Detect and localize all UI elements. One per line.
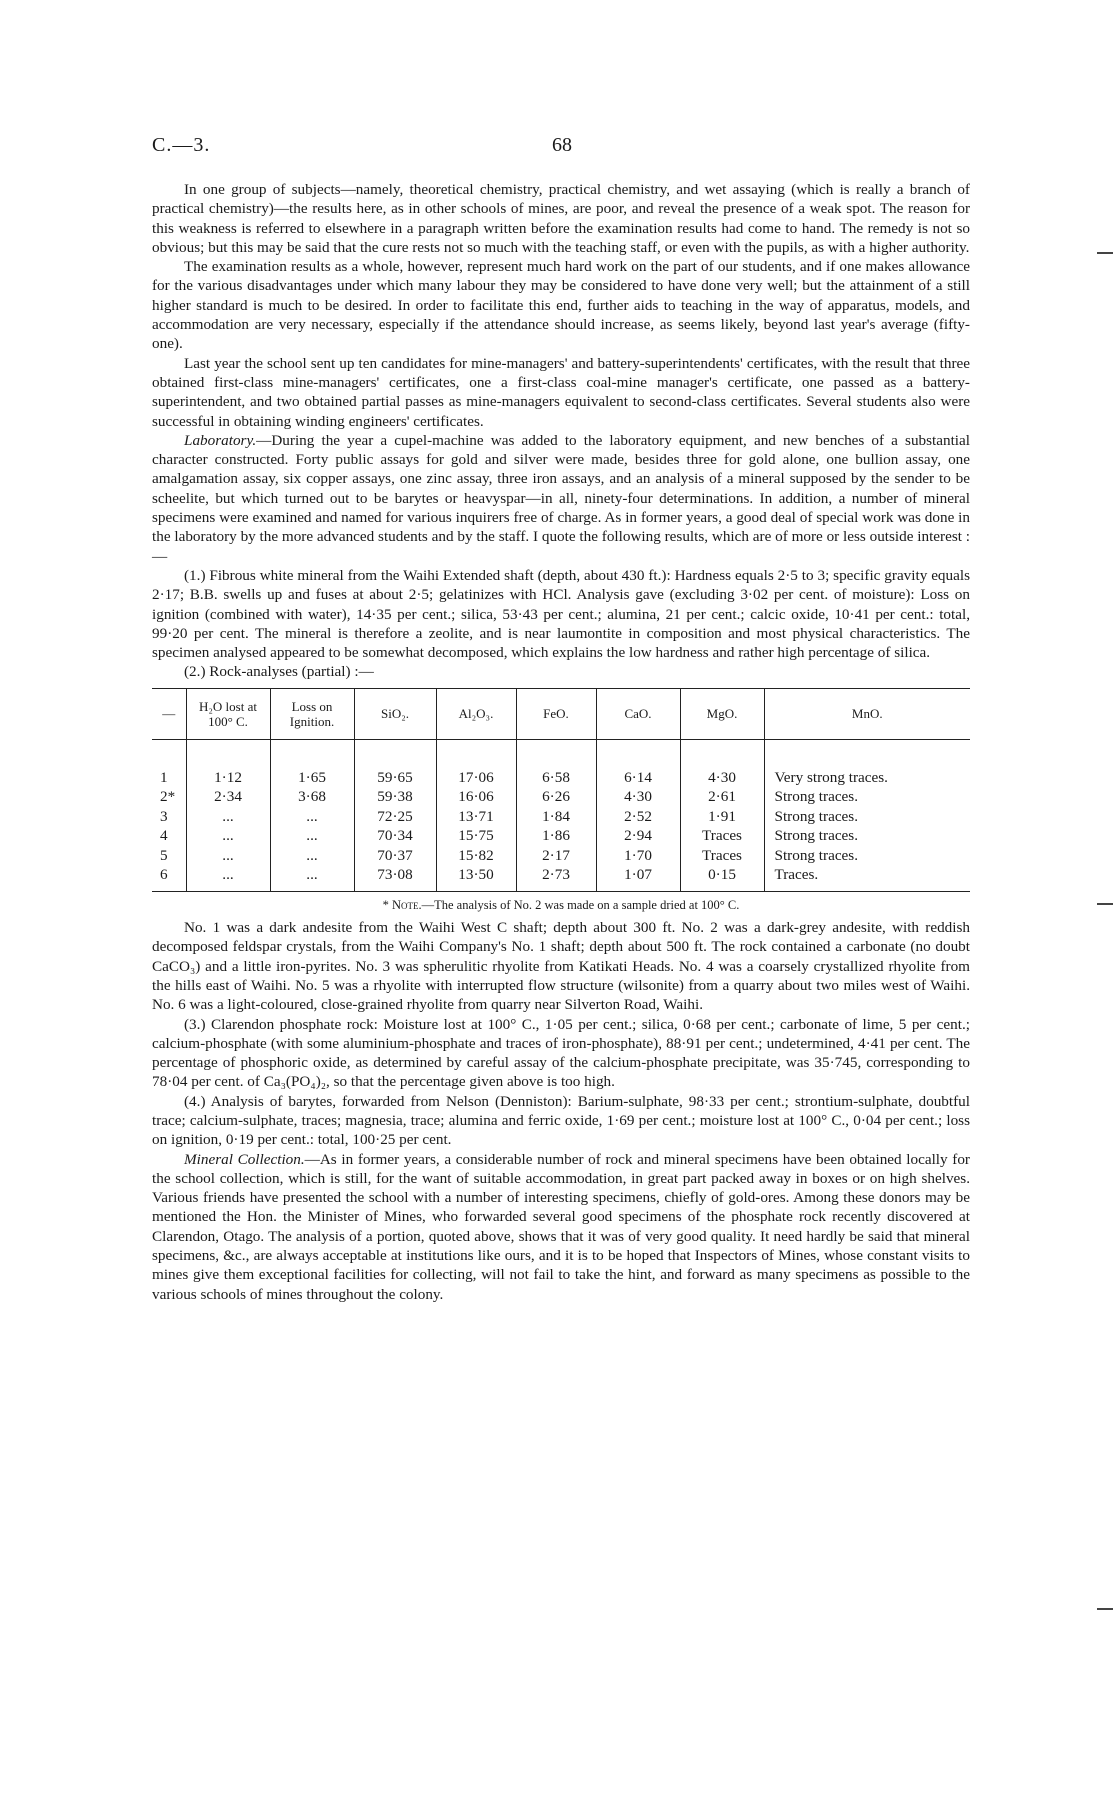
table-cell: 17·06 [436, 768, 516, 788]
paragraph: No. 1 was a dark andesite from the Waihi West C shaft; depth about 300 ft. No. 2 was a dark-grey andesite, with reddish decomposed feldspar crystals, from the Waihi Company's No. 1 shaft; depth about 500 ft. The rock contained a carbonate (no doubt CaCO₃) and a little iron-pyrites. No. 3 was spherulitic rhyolite from Katikati Heads. No. 4 was a coarsely crystallized rhyolite from the hills east of Waihi. No. 5 was a rhyolite with interrupted flow structure (wilsonite) from a quarry about two miles west of Waihi. No. 6 was a light-coloured, close-grained rhyolite from quarry near Silverton Road, Waihi. [152, 919, 970, 1014]
section-heading: Laboratory. [184, 431, 257, 449]
table-row [152, 787, 970, 807]
table-cell: 59·38 [354, 787, 436, 807]
table-row [152, 826, 970, 846]
table-cell: 2·52 [596, 807, 680, 827]
table-cell: ... [186, 807, 270, 827]
table-header: CaO. [596, 688, 680, 739]
table-cell: ... [186, 826, 270, 846]
table-header: MgO. [680, 688, 764, 739]
table-cell: 59·65 [354, 768, 436, 788]
table-row [152, 768, 970, 788]
table-cell: 15·82 [436, 846, 516, 866]
table-cell: Traces [680, 846, 764, 866]
table-cell: 1 [160, 768, 168, 786]
paragraph [152, 1150, 970, 1304]
table-cell: ... [270, 846, 354, 866]
table-cell: 2·94 [596, 826, 680, 846]
table-header: FeO. [516, 688, 596, 739]
table-cell: 3·68 [270, 787, 354, 807]
table-header: MnO. [764, 688, 970, 739]
paragraph: In one group of subjects—namely, theoretical chemistry, practical chemistry, and wet assaying (which is really a branch of practical chemistry)—the results here, as in other schools of mines, are poor, and reveal the presence of a weak spot. The reason for this weakness is referred to elsewhere in a paragraph written before the examination results had come to hand. The remedy is not so obvious; but this may be said that the cure rests not so much with the teaching staff, or even with the pupils, as with a higher authority. [152, 181, 970, 256]
table-cell: 6 [152, 865, 186, 891]
margin-mark [1097, 1608, 1113, 1610]
page-number: 68 [552, 134, 572, 156]
table-cell: 4·30 [596, 787, 680, 807]
table-cell: 70·34 [354, 826, 436, 846]
paragraph: (3.) Clarendon phosphate rock: Moisture lost at 100° C., 1·05 per cent.; silica, 0·68 per cent.; carbonate of lime, 5 per cent.; calcium-phosphate (with some aluminium-phosphate and traces of iron-phosphate), 88·91 per cent.; undetermined, 4·41 per cent. The percentage of phosphoric oxide, as determined by careful assay of the calcium-phosphate precipitate, was 35·745, corresponding to 78·04 per cent. of Ca₃(PO₄)₂, so that the percentage given above is too high. [152, 1015, 970, 1091]
table-cell: 2·73 [516, 865, 596, 891]
table-cell: 6·14 [596, 768, 680, 788]
table-cell: Strong traces. [764, 807, 970, 827]
table-cell: 2* [160, 788, 176, 806]
table-cell: 1·91 [680, 807, 764, 827]
table-cell: Very strong traces. [764, 768, 970, 788]
table-cell: 15·75 [436, 826, 516, 846]
series-code: C.—3. [152, 134, 211, 156]
table-cell: 0·15 [680, 865, 764, 891]
table-cell: ... [270, 865, 354, 891]
table-cell: 73·08 [354, 865, 436, 891]
table-cell: 1·70 [596, 846, 680, 866]
footnote-text: —The analysis of No. 2 was made on a sample dried at 100° C. [421, 897, 740, 912]
footnote-label: * Note. [382, 897, 422, 912]
table-cell: 13·50 [436, 865, 516, 891]
table-header-row [152, 688, 970, 739]
margin-mark [1097, 903, 1113, 905]
paragraph: (4.) Analysis of barytes, forwarded from Nelson (Denniston): Barium-sulphate, 98·33 per cent.; strontium-sulphate, doubtful trace; calcium-sulphate, traces; magnesia, trace; alumina and ferric oxide, 1·69 per cent.; moisture lost at 100° C., 0·04 per cent.; loss on ignition, 0·19 per cent.: total, 100·25 per cent. [152, 1092, 970, 1149]
table-header: — [152, 688, 186, 739]
table-cell: Strong traces. [764, 787, 970, 807]
table-header: Al₂O₃. [436, 688, 516, 739]
table-header: Loss on Ignition. [270, 688, 354, 739]
table-cell: 3 [160, 807, 168, 825]
paragraph-text: —As in former years, a considerable number of rock and mineral specimens have been obtained locally for the school collection, which is still, for the want of suitable accommodation, in great part packed away in boxes or on high shelves. Various friends have presented the school with a number of interesting specimens, chiefly of gold-ores. Among these donors may be mentioned the Hon. the Minister of Mines, who forwarded several good specimens of the phosphate rock recently discovered at Clarendon, Otago. The analysis of a portion, quoted above, shows that it was of very good quality. It need hardly be said that mineral specimens, &c., are always acceptable at institutions like ours, and it is to be hoped that Inspectors of Mines, whose constant visits to mines give them exceptional facilities for collecting, will not fail to take the hint, and forward as many specimens as possible to the various schools of mines throughout the colony. [152, 1150, 970, 1303]
table-row [152, 865, 970, 891]
table-header: SiO₂. [354, 688, 436, 739]
paragraph [152, 431, 970, 566]
table-cell: Traces. [764, 865, 970, 891]
paragraph: (1.) Fibrous white mineral from the Waihi Extended shaft (depth, about 430 ft.): Hardness equals 2·5 to 3; specific gravity equals 2·17; B.B. swells up and fuses at about 2·5; gelatinizes with HCl. Analysis gave (excluding 3·02 per cent. of moisture): Loss on ignition (combined with water), 14·35 per cent.; silica, 53·43 per cent.; alumina, 21 per cent.; calcic oxide, 10·41 per cent.: total, 99·20 per cent. The mineral is therefore a zeolite, and is near laumontite in composition and most physical characteristics. The specimen analysed appeared to be somewhat decomposed, which explains the low hardness and rather high percentage of silica. [152, 566, 970, 662]
table-cell: ... [270, 807, 354, 827]
table-cell: Strong traces. [764, 846, 970, 866]
table-cell: 1·65 [270, 768, 354, 788]
table-row [152, 846, 970, 866]
table-cell: ... [186, 846, 270, 866]
table-row [152, 807, 970, 827]
paragraph-text: —During the year a cupel-machine was added to the laboratory equipment, and new benches of a substantial character constructed. Forty public assays for gold and silver were made, besides three for gold alone, one bullion assay, one amalgamation assay, six copper assays, one zinc assay, three iron assays, and an analysis of a mineral supposed by the sender to be scheelite, but which turned out to be barytes or heavyspar—in all, ninety-four determinations. In addition, a number of mineral specimens were examined and named for various inquirers free of charge. As in former years, a good deal of special work was done in the laboratory by the more advanced students and by the staff. I quote the following results, which are of more or less outside interest :— [152, 431, 970, 565]
paragraph: Last year the school sent up ten candidates for mine-managers' and battery-superintendents' certificates, with the result that three obtained first-class mine-managers' certificates, one a first-class coal-mine manager's certificate, one passed as a battery-superintendent, and two obtained partial passes as mine-managers equivalent to second-class certificates. Several students also were successful in obtaining winding engineers' certificates. [152, 354, 970, 430]
table-cell: 1·07 [596, 865, 680, 891]
paragraph: (2.) Rock-analyses (partial) :— [184, 663, 374, 681]
table-cell: 1·84 [516, 807, 596, 827]
table-cell: 1·86 [516, 826, 596, 846]
table-cell: 4 [160, 827, 168, 845]
table-cell: 4·30 [680, 768, 764, 788]
table-cell: 2·61 [680, 787, 764, 807]
table-cell: 70·37 [354, 846, 436, 866]
table-header: H₂O lost at 100° C. [186, 688, 270, 739]
table-footnote [152, 896, 970, 915]
table-cell: 6·26 [516, 787, 596, 807]
table-cell: 16·06 [436, 787, 516, 807]
table-cell: 2·34 [186, 787, 270, 807]
table-cell: Strong traces. [764, 826, 970, 846]
table-spacer-row [152, 739, 970, 768]
table-cell: ... [186, 865, 270, 891]
table-cell: 1·12 [186, 768, 270, 788]
table-cell: ... [270, 826, 354, 846]
margin-mark [1097, 252, 1113, 254]
table-cell: 72·25 [354, 807, 436, 827]
table-cell: 5 [160, 846, 168, 864]
table-cell: 13·71 [436, 807, 516, 827]
table-cell: Traces [680, 826, 764, 846]
paragraph: The examination results as a whole, however, represent much hard work on the part of our students, and if one makes allowance for the various disadvantages under which many labour they may be considered to have done very well; but the attainment of a still higher standard is much to be desired. In order to facilitate this end, further aids to teaching in the way of apparatus, models, and accommodation are very necessary, especially if the attendance should increase, as seems likely, beyond last year's average (fifty-one). [152, 258, 970, 353]
table-cell: 2·17 [516, 846, 596, 866]
body-text [152, 180, 970, 1304]
section-heading: Mineral Collection. [184, 1150, 305, 1168]
table-cell: 6·58 [516, 768, 596, 788]
rock-analyses-table [152, 688, 970, 892]
